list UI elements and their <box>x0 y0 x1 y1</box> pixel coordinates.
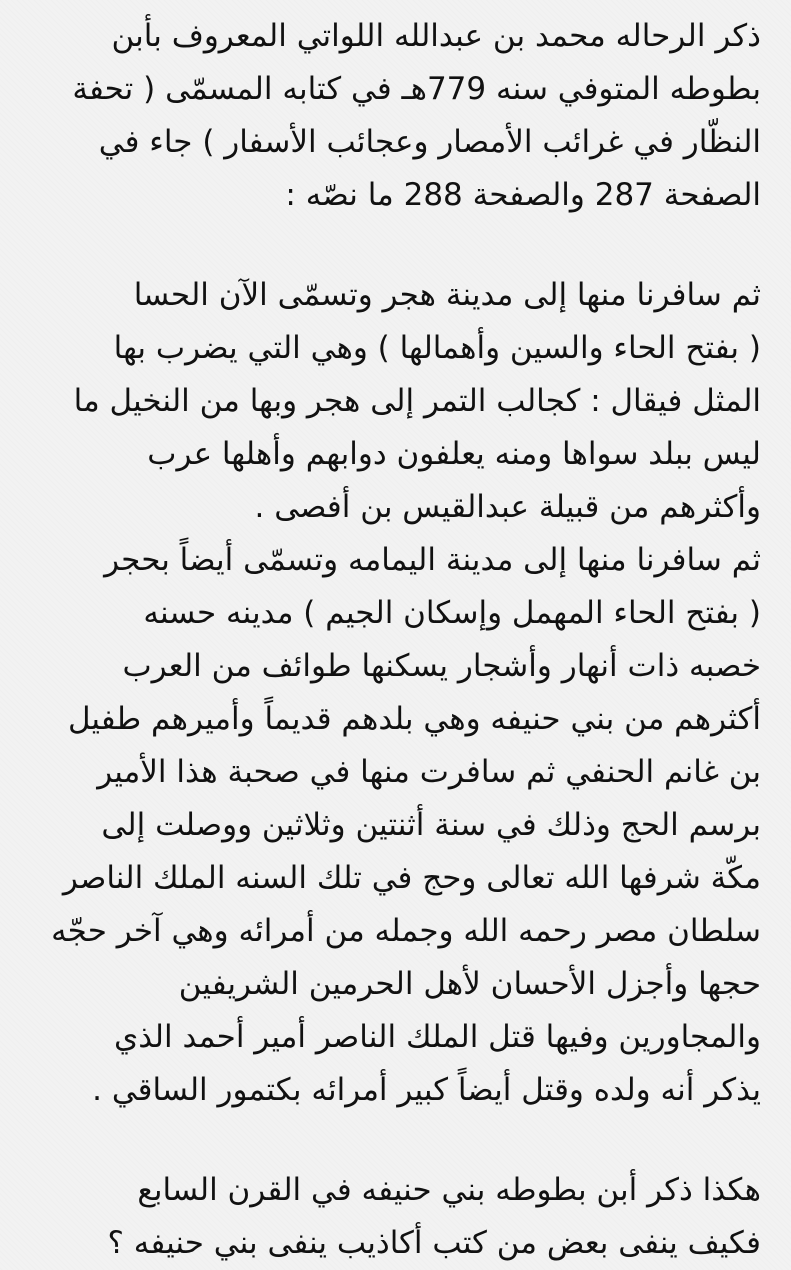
paragraph-spacer <box>30 222 761 269</box>
text-line: الصفحة 287 والصفحة 288 ما نصّه : <box>285 177 761 213</box>
text-line: سلطان مصر رحمه الله وجمله من أمرائه وهي آخر حجّه <box>51 913 761 949</box>
text-line: مكّة شرفها الله تعالى وحج في تلك السنه الملك الناصر <box>62 860 761 896</box>
text-line: ( بفتح الحاء المهمل وإسكان الجيم ) مدينه حسنه <box>143 595 761 631</box>
text-line: النظّار في غرائب الأمصار وعجائب الأسفار ) جاء في <box>98 124 761 160</box>
text-line: ثم سافرنا منها إلى مدينة هجر وتسمّى الآن الحسا <box>133 277 761 313</box>
text-line: حجها وأجزل الأحسان لأهل الحرمين الشريفين <box>178 966 761 1002</box>
intro-paragraph <box>30 10 761 222</box>
text-line: المثل فيقال : كجالب التمر إلى هجر وبها من النخيل ما <box>73 383 761 419</box>
text-line: فكيف ينفى بعض من كتب أكاذيب ينفى بني حنيفه ؟ <box>107 1225 761 1261</box>
text-line: ليس ببلد سواها ومنه يعلفون دوابهم وأهلها عرب <box>147 436 761 472</box>
paragraph-spacer <box>30 1117 761 1164</box>
text-line: برسم الحج وذلك في سنة أثنتين وثلاثين ووصلت إلى <box>101 807 761 843</box>
text-line: والمجاورين وفيها قتل الملك الناصر أمير أحمد الذي <box>114 1019 761 1055</box>
text-line: ثم سافرنا منها إلى مدينة اليمامه وتسمّى أيضاً بحجر <box>104 542 761 578</box>
text-line: خصبه ذات أنهار وأشجار يسكنها طوائف من العرب <box>122 648 761 684</box>
text-line: بن غانم الحنفي ثم سافرت منها في صحبة هذا الأمير <box>97 754 761 790</box>
text-line: وأكثرهم من قبيلة عبدالقيس بن أفصى . <box>254 489 761 525</box>
text-line: بطوطه المتوفي سنه 779هـ في كتابه المسمّى ( تحفة <box>72 71 761 107</box>
quote-paragraph <box>30 269 761 1117</box>
conclusion-paragraph <box>30 1164 761 1270</box>
text-line: هكذا ذكر أبن بطوطه بني حنيفه في القرن السابع <box>137 1172 761 1208</box>
text-line: ذكر الرحاله محمد بن عبدالله اللواتي المعروف بأبن <box>111 18 761 54</box>
text-line: أكثرهم من بني حنيفه وهي بلدهم قديماً وأميرهم طفيل <box>67 701 761 737</box>
text-line: ( بفتح الحاء والسين وأهمالها ) وهي التي يضرب بها <box>113 330 761 366</box>
text-line: يذكر أنه ولده وقتل أيضاً كبير أمرائه بكتمور الساقي . <box>92 1072 761 1108</box>
